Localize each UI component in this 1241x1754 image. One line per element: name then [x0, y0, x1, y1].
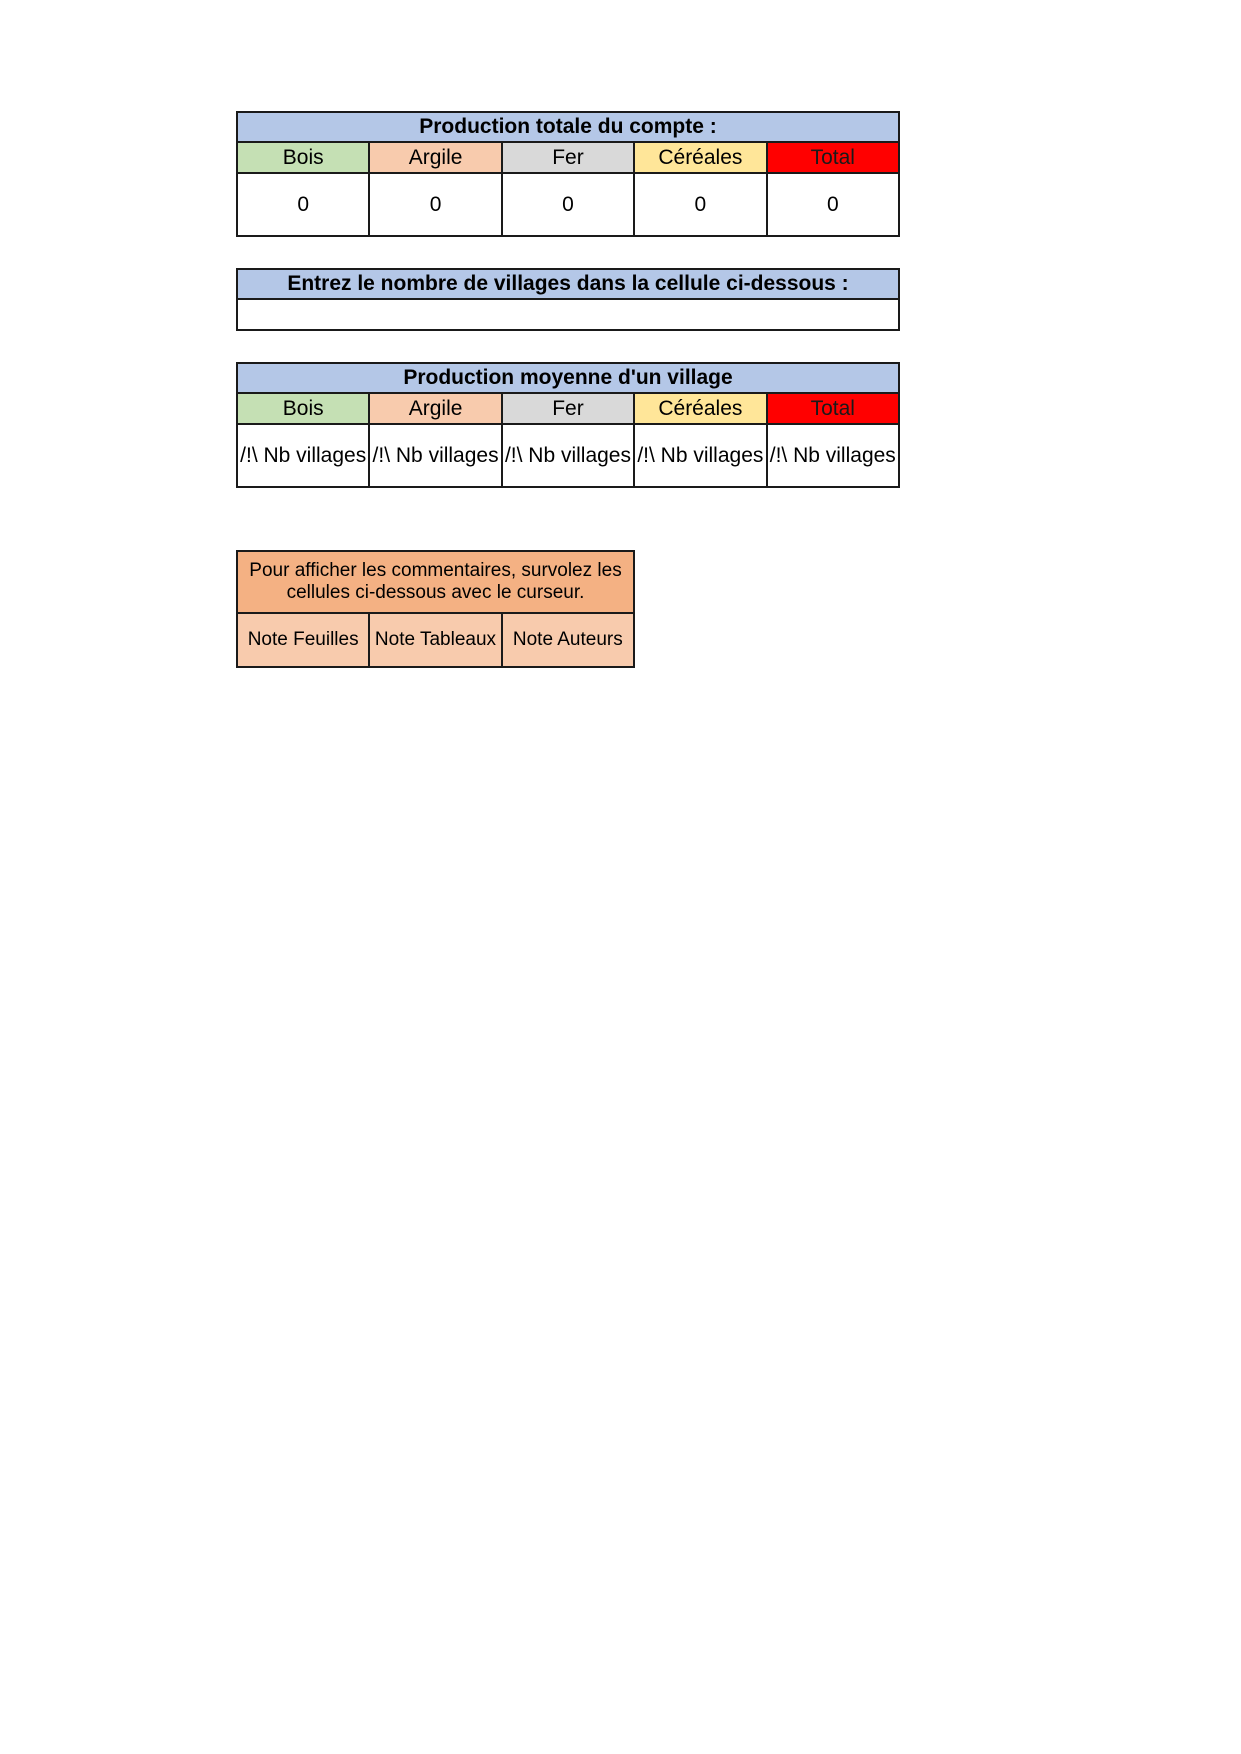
- avg-value-total[interactable]: /!\ Nb villages: [767, 424, 899, 487]
- value-fer[interactable]: 0: [502, 173, 634, 236]
- note-feuilles[interactable]: Note Feuilles: [237, 613, 369, 667]
- note-auteurs[interactable]: Note Auteurs: [502, 613, 634, 667]
- notes-table: [236, 550, 635, 668]
- header-cereales[interactable]: Céréales: [634, 142, 766, 173]
- header-bois[interactable]: Bois: [237, 142, 369, 173]
- total-production-title: Production totale du compte :: [237, 112, 899, 142]
- notes-instruction: Pour afficher les commentaires, survolez les cellules ci-dessous avec le curseur.: [237, 551, 634, 613]
- avg-value-cereales[interactable]: /!\ Nb villages: [634, 424, 766, 487]
- average-production-table: [236, 362, 900, 488]
- avg-header-total[interactable]: Total: [767, 393, 899, 424]
- value-total[interactable]: 0: [767, 173, 899, 236]
- header-total[interactable]: Total: [767, 142, 899, 173]
- avg-value-bois[interactable]: /!\ Nb villages: [237, 424, 369, 487]
- header-argile[interactable]: Argile: [369, 142, 501, 173]
- avg-header-bois[interactable]: Bois: [237, 393, 369, 424]
- value-cereales[interactable]: 0: [634, 173, 766, 236]
- value-bois[interactable]: 0: [237, 173, 369, 236]
- avg-header-cereales[interactable]: Céréales: [634, 393, 766, 424]
- total-production-table: [236, 111, 900, 237]
- average-production-title: Production moyenne d'un village: [237, 363, 899, 393]
- avg-value-fer[interactable]: /!\ Nb villages: [502, 424, 634, 487]
- villages-count-cell[interactable]: [237, 299, 899, 330]
- villages-input-title: Entrez le nombre de villages dans la cellule ci-dessous :: [237, 269, 899, 299]
- avg-header-argile[interactable]: Argile: [369, 393, 501, 424]
- note-tableaux[interactable]: Note Tableaux: [369, 613, 501, 667]
- villages-input-table: [236, 268, 900, 331]
- avg-value-argile[interactable]: /!\ Nb villages: [369, 424, 501, 487]
- header-fer[interactable]: Fer: [502, 142, 634, 173]
- value-argile[interactable]: 0: [369, 173, 501, 236]
- avg-header-fer[interactable]: Fer: [502, 393, 634, 424]
